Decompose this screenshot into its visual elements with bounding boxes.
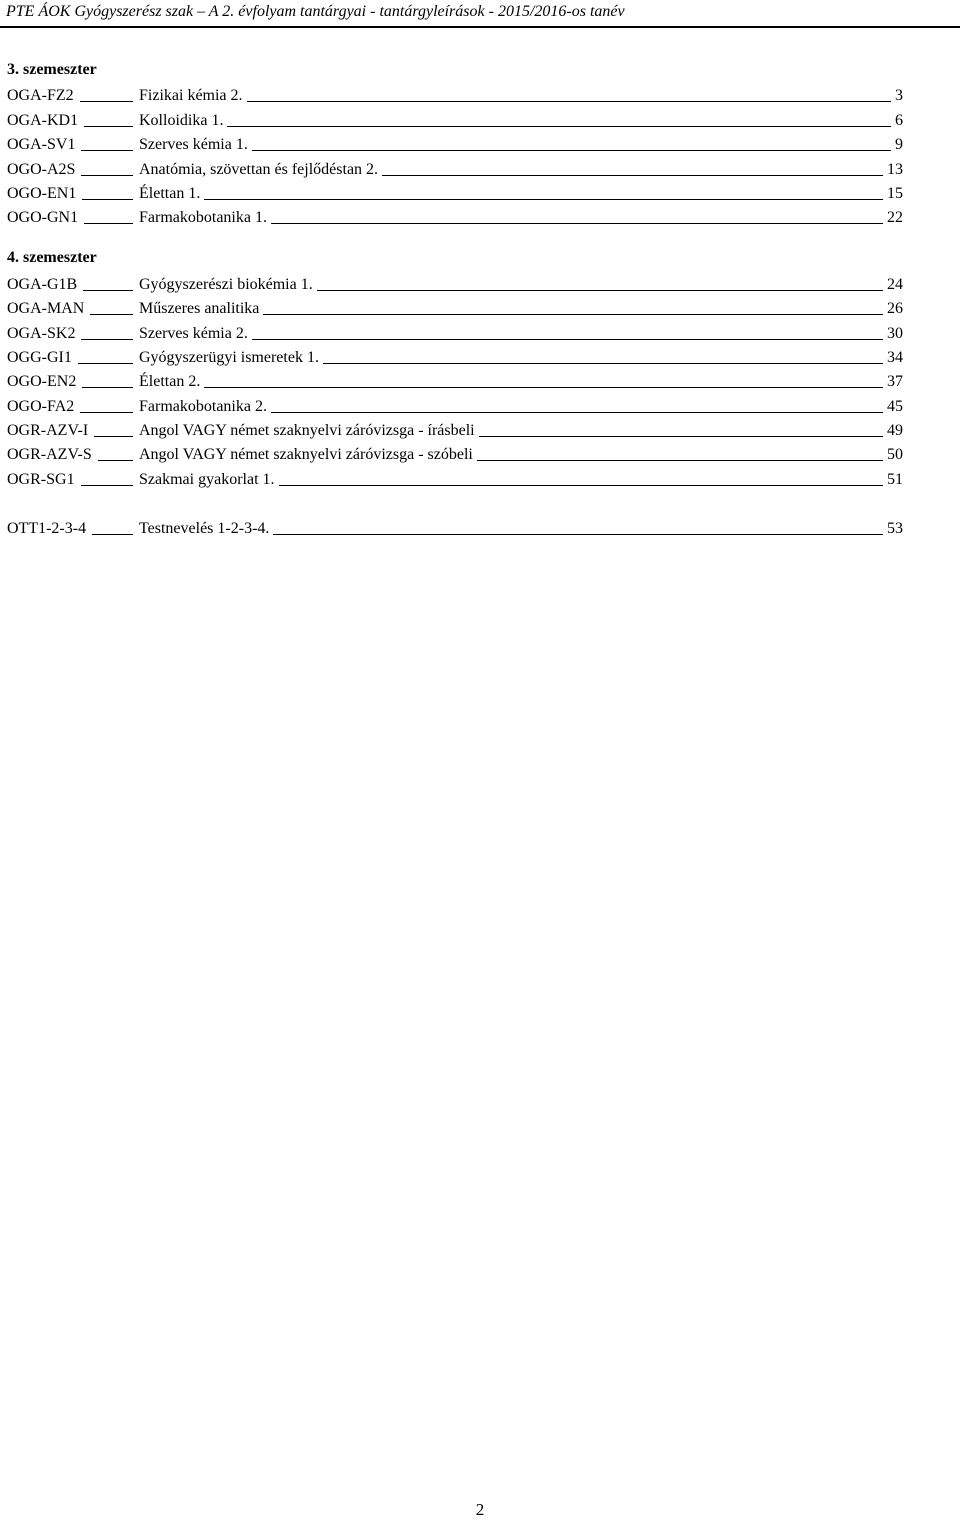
page-ref: 53 — [887, 520, 903, 538]
toc-entry[interactable] — [7, 344, 903, 368]
code-leader-line — [82, 199, 133, 200]
page-ref: 6 — [895, 111, 903, 129]
code-leader-line — [78, 363, 133, 364]
course-code: OGR-SG1 — [7, 470, 75, 488]
course-code: OGO-FA2 — [7, 397, 75, 415]
code-leader-line — [98, 460, 133, 461]
course-title: Gyógyszerészi biokémia 1. — [139, 275, 313, 293]
code-leader-line — [94, 436, 133, 437]
toc-entry[interactable] — [7, 368, 903, 392]
toc-entry[interactable] — [7, 270, 903, 294]
page-ref: 51 — [887, 470, 903, 488]
course-title: Szerves kémia 1. — [139, 136, 248, 154]
page-ref: 45 — [887, 397, 903, 415]
dot-leader — [204, 199, 883, 200]
course-title: Angol VAGY német szaknyelvi záróvizsga - szóbeli — [139, 446, 473, 464]
page-ref: 37 — [887, 373, 903, 391]
page-ref: 15 — [887, 184, 903, 202]
header-rule — [0, 26, 960, 28]
dot-leader — [263, 314, 883, 315]
course-title: Anatómia, szövettan és fejlődéstan 2. — [139, 160, 379, 178]
code-leader-line — [82, 387, 133, 388]
code-leader-line — [83, 290, 133, 291]
dot-leader — [227, 126, 891, 127]
page-ref: 24 — [887, 275, 903, 293]
page-ref: 30 — [887, 324, 903, 342]
course-code: OGA-FZ2 — [7, 87, 74, 105]
code-leader-line — [81, 339, 133, 340]
dot-leader — [271, 412, 883, 413]
code-leader-line — [92, 534, 133, 535]
course-title: Farmakobotanika 2. — [139, 397, 267, 415]
course-code: OGO-EN1 — [7, 184, 77, 202]
code-leader-line — [84, 223, 133, 224]
page-ref: 26 — [887, 300, 903, 318]
dot-leader — [271, 223, 883, 224]
course-title: Élettan 2. — [139, 373, 201, 391]
toc-entry[interactable] — [7, 82, 903, 106]
course-title: Farmakobotanika 1. — [139, 209, 267, 227]
course-code: OGA-MAN — [7, 300, 85, 318]
table-of-contents — [7, 58, 903, 539]
course-code: OGO-A2S — [7, 160, 76, 178]
code-leader-line — [81, 175, 133, 176]
dot-leader — [477, 460, 883, 461]
course-code: OGA-KD1 — [7, 111, 79, 129]
running-header: PTE ÁOK Gyógyszerész szak – A 2. évfolyam tantárgyai - tantárgyleírások - 2015/2016-os tanév — [6, 3, 625, 20]
code-leader-line — [90, 314, 133, 315]
code-leader-line — [84, 126, 133, 127]
course-code: OGG-GI1 — [7, 348, 72, 366]
semester-3-list — [7, 82, 903, 228]
course-code: OGA-G1B — [7, 275, 78, 293]
course-code: OGR-AZV-S — [7, 446, 92, 464]
code-leader-line — [80, 101, 133, 102]
toc-entry[interactable] — [7, 417, 903, 441]
course-title: Angol VAGY német szaknyelvi záróvizsga - írásbeli — [139, 422, 475, 440]
page-ref: 13 — [887, 160, 903, 178]
course-title: Szakmai gyakorlat 1. — [139, 470, 275, 488]
course-title: Szerves kémia 2. — [139, 324, 248, 342]
course-title: Fizikai kémia 2. — [139, 87, 243, 105]
dot-leader — [247, 101, 891, 102]
dot-leader — [252, 339, 883, 340]
page-ref: 3 — [895, 87, 903, 105]
course-code: OTT1-2-3-4 — [7, 520, 87, 538]
semester-4-list — [7, 270, 903, 490]
course-title: Kolloidika 1. — [139, 111, 224, 129]
toc-entry[interactable] — [7, 204, 903, 228]
toc-entry[interactable] — [7, 131, 903, 155]
code-leader-line — [80, 412, 133, 413]
toc-entry[interactable] — [7, 392, 903, 416]
dot-leader — [204, 387, 883, 388]
semester-4-title: 4. szemeszter — [7, 249, 97, 267]
dot-leader — [279, 485, 883, 486]
dot-leader — [317, 290, 883, 291]
page-ref: 34 — [887, 348, 903, 366]
course-code: OGO-EN2 — [7, 373, 77, 391]
toc-entry-testneveles[interactable] — [7, 515, 903, 539]
toc-entry[interactable] — [7, 295, 903, 319]
course-title: Gyógyszerügyi ismeretek 1. — [139, 348, 319, 366]
course-title: Élettan 1. — [139, 184, 201, 202]
dot-leader — [382, 175, 883, 176]
course-code: OGO-GN1 — [7, 209, 79, 227]
dot-leader — [479, 436, 883, 437]
code-leader-line — [81, 485, 133, 486]
dot-leader — [323, 363, 883, 364]
page-ref: 9 — [895, 136, 903, 154]
dot-leader — [273, 534, 883, 535]
page-ref: 22 — [887, 209, 903, 227]
code-leader-line — [81, 150, 133, 151]
semester-3-title: 3. szemeszter — [7, 61, 97, 78]
dot-leader — [252, 150, 891, 151]
toc-entry[interactable] — [7, 465, 903, 489]
course-title: Testnevelés 1-2-3-4. — [139, 520, 270, 538]
toc-entry[interactable] — [7, 319, 903, 343]
toc-entry[interactable] — [7, 155, 903, 179]
course-code: OGR-AZV-I — [7, 422, 89, 440]
toc-entry[interactable] — [7, 180, 903, 204]
course-code: OGA-SV1 — [7, 136, 76, 154]
course-code: OGA-SK2 — [7, 324, 76, 342]
toc-entry[interactable] — [7, 106, 903, 130]
page-number: 2 — [475, 1500, 485, 1519]
course-title: Műszeres analitika — [139, 300, 260, 318]
page-ref: 49 — [887, 422, 903, 440]
toc-entry[interactable] — [7, 441, 903, 465]
page-ref: 50 — [887, 446, 903, 464]
